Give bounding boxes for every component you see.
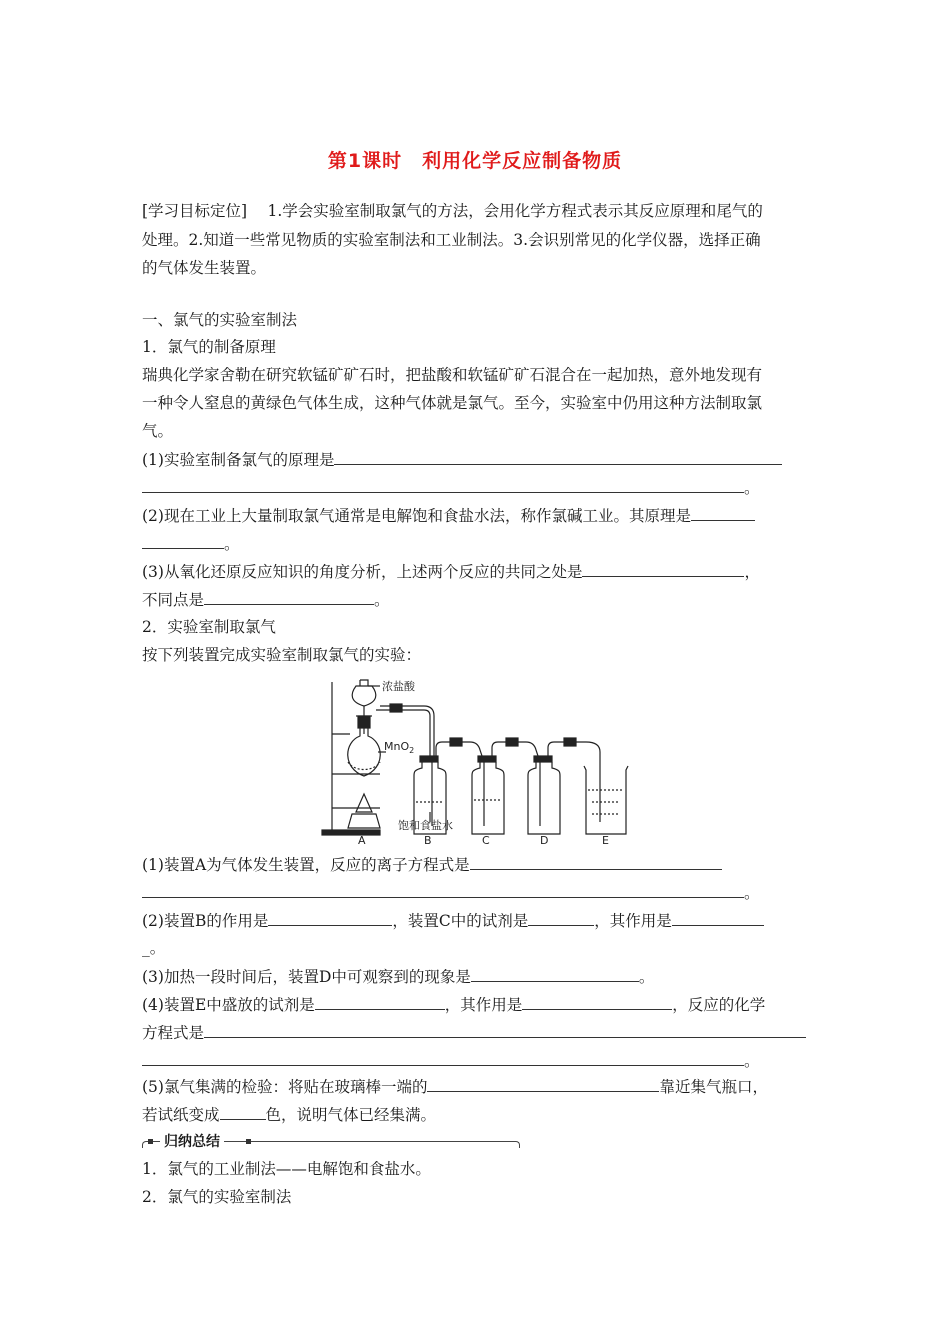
- bottle-c: [470, 742, 526, 834]
- question-text: ，其作用是: [444, 996, 523, 1014]
- answer-blank[interactable]: [204, 1022, 806, 1038]
- summary-item-1: 1．氯气的工业制法——电解饱和食盐水。: [142, 1160, 431, 1178]
- bottle-d: [526, 742, 600, 834]
- apparatus-question-1-cont: [142, 882, 760, 903]
- question-text: (1)实验室制备氯气的原理是: [142, 451, 335, 469]
- question-text: (1)装置A为气体发生装置，反应的离子方程式是: [142, 856, 470, 874]
- beaker-e: [584, 766, 628, 834]
- question-text: 不同点是: [142, 591, 205, 609]
- apparatus-question-2-cont: _。: [142, 939, 166, 957]
- question-text: (2)现在工业上大量制取氯气通常是电解饱和食盐水法，称作氯碱工业。其原理是: [142, 507, 691, 525]
- question-text: 靠近集气瓶口，: [659, 1078, 768, 1096]
- intro-line: 按下列装置完成实验室制取氯气的实验：: [142, 646, 422, 664]
- separatory-funnel: [352, 680, 376, 706]
- apparatus-question-5: [142, 1076, 768, 1097]
- question-text: 色，说明气体已经集满。: [265, 1106, 437, 1124]
- summary-header: [142, 1131, 520, 1151]
- period: 。: [638, 968, 655, 986]
- paragraph-line-1: 瑞典化学家舍勒在研究软锰矿矿石时，把盐酸和软锰矿矿石混合在一起加热，意外地发现有: [142, 366, 763, 384]
- answer-blank[interactable]: [268, 910, 392, 926]
- answer-blank[interactable]: [522, 994, 672, 1010]
- question-text: 若试纸变成: [142, 1106, 220, 1124]
- answer-blank[interactable]: [471, 966, 639, 982]
- square-bullet-icon: [246, 1139, 251, 1144]
- question-1: [142, 449, 782, 470]
- question-text: 方程式是: [142, 1024, 205, 1042]
- apparatus-question-4-cont2: [142, 1050, 760, 1071]
- subheading-lab: 2．实验室制取氯气: [142, 618, 276, 636]
- answer-blank[interactable]: [142, 1050, 744, 1066]
- answer-blank[interactable]: [204, 589, 374, 605]
- flask-stopper: [358, 716, 370, 728]
- label-c: C: [482, 834, 490, 847]
- answer-blank[interactable]: [142, 533, 224, 549]
- label-mno2: MnO$_2$: [384, 740, 415, 755]
- period: 。: [374, 591, 390, 609]
- objectives-line-1: [学习目标定位] 1.学会实验室制取氯气的方法，会用化学方程式表示其反应原理和尾气的: [142, 202, 763, 220]
- comma: ，: [744, 563, 760, 581]
- question-2-cont: [142, 533, 240, 554]
- answer-blank[interactable]: [672, 910, 764, 926]
- period: 。: [744, 884, 760, 902]
- answer-blank[interactable]: [142, 882, 744, 898]
- question-text: ，装置C中的试剂是: [392, 912, 529, 930]
- question-3-cont: [142, 589, 390, 610]
- summary-item-2: 2．氯气的实验室制法: [142, 1188, 292, 1206]
- answer-blank[interactable]: [142, 477, 744, 493]
- apparatus-question-5-cont: [142, 1104, 436, 1125]
- section-heading: 一、氯气的实验室制法: [142, 311, 298, 329]
- question-text: (3)加热一段时间后，装置D中可观察到的现象是: [142, 968, 471, 986]
- label-d: D: [540, 834, 549, 847]
- tube-joint: [564, 738, 576, 746]
- paragraph-line-3: 气。: [142, 422, 174, 440]
- period: 。: [744, 479, 760, 497]
- alcohol-lamp: [348, 814, 380, 828]
- answer-blank[interactable]: [582, 561, 744, 577]
- answer-blank[interactable]: [334, 449, 782, 465]
- square-bullet-icon: [148, 1139, 153, 1144]
- round-flask: [348, 728, 381, 776]
- subheading-principle: 1．氯气的制备原理: [142, 338, 276, 356]
- answer-blank[interactable]: [427, 1076, 659, 1092]
- question-text: ，其作用是: [594, 912, 672, 930]
- period: 。: [744, 1052, 760, 1070]
- apparatus-question-3: [142, 966, 654, 987]
- question-text: (4)装置E中盛放的试剂是: [142, 996, 315, 1014]
- answer-blank[interactable]: [691, 505, 755, 521]
- question-3: [142, 561, 760, 582]
- apparatus-diagram: [320, 672, 640, 852]
- label-brine: 饱和食盐水: [398, 819, 453, 832]
- question-1-cont: [142, 477, 760, 498]
- apparatus-question-2: [142, 910, 764, 931]
- flame: [356, 794, 372, 812]
- paragraph-line-2: 一种令人窒息的黄绿色气体生成，这种气体就是氯气。至今，实验室中仍用这种方法制取氯: [142, 394, 763, 412]
- apparatus-question-1: [142, 854, 722, 875]
- answer-blank[interactable]: [528, 910, 594, 926]
- question-text: ，反应的化学: [672, 996, 766, 1014]
- tube-joint: [506, 738, 518, 746]
- apparatus-question-4: [142, 994, 765, 1015]
- answer-blank[interactable]: [470, 854, 722, 870]
- label-b: B: [424, 834, 432, 847]
- page-title: 第1课时 利用化学反应制备物质: [327, 150, 623, 172]
- question-text: (5)氯气集满的检验：将贴在玻璃棒一端的: [142, 1078, 428, 1096]
- question-text: (3)从氧化还原反应知识的角度分析，上述两个反应的共同之处是: [142, 563, 583, 581]
- question-text: (2)装置B的作用是: [142, 912, 269, 930]
- objectives-line-2: 处理。2.知道一些常见物质的实验室制法和工业制法。3.会识别常见的化学仪器，选择正确: [142, 231, 761, 249]
- label-a: A: [358, 834, 366, 847]
- objectives-line-3: 的气体发生装置。: [142, 259, 267, 277]
- answer-blank[interactable]: [315, 994, 445, 1010]
- label-e: E: [602, 834, 609, 847]
- answer-blank[interactable]: [220, 1104, 266, 1120]
- question-2: [142, 505, 755, 526]
- apparatus-question-4-cont: [142, 1022, 806, 1043]
- period: 。: [224, 535, 240, 553]
- label-hcl: 浓盐酸: [382, 680, 415, 693]
- stand-base: [322, 830, 380, 835]
- summary-title: 归纳总结: [160, 1131, 224, 1151]
- tube-joint: [390, 704, 402, 712]
- tube-joint: [450, 738, 462, 746]
